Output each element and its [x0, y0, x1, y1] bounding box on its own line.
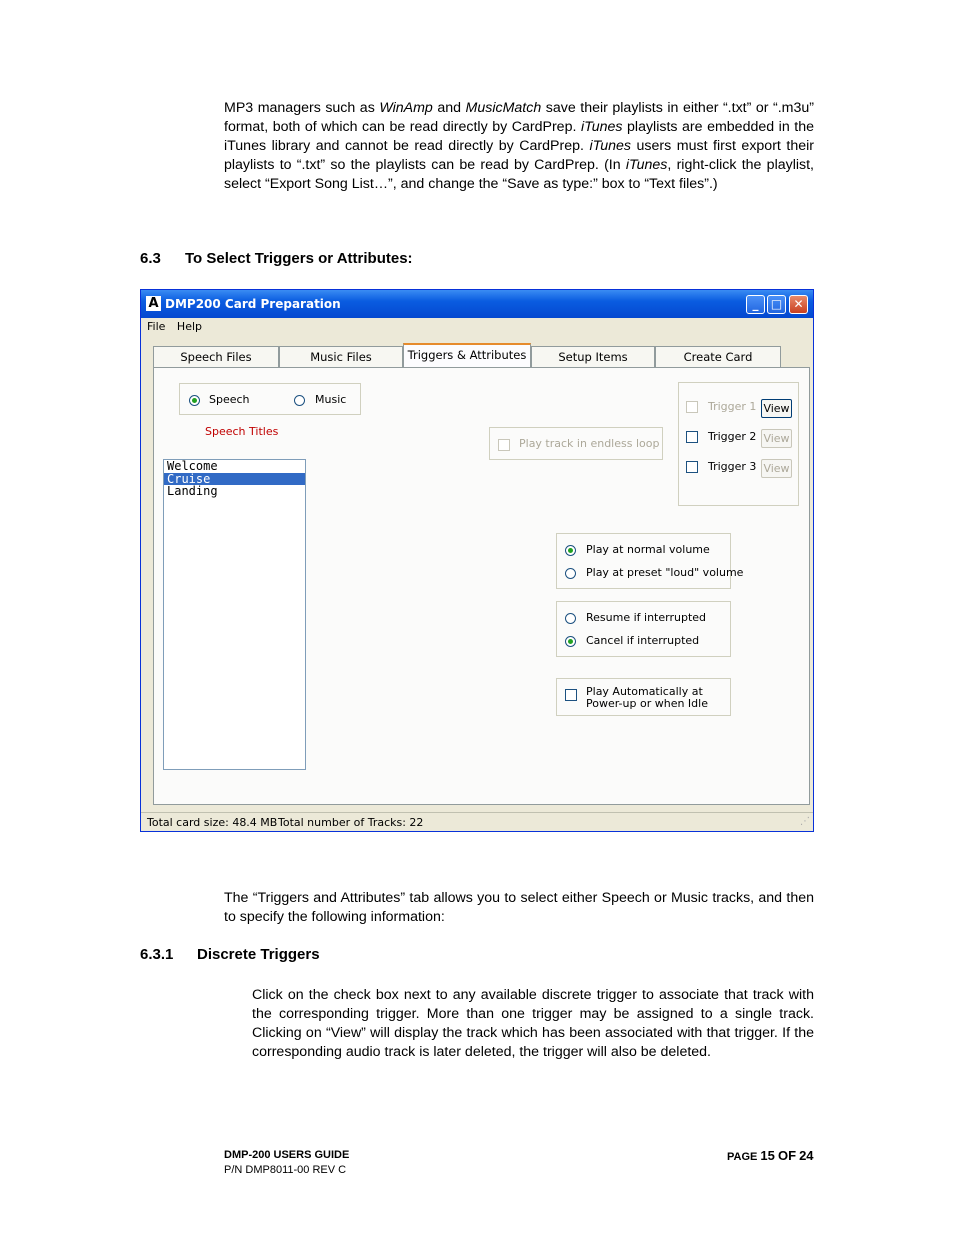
menu-bar — [147, 320, 210, 333]
trigger-1-label: Trigger 1 — [708, 400, 757, 413]
resume-radio[interactable] — [565, 613, 576, 624]
tab-setup-items[interactable]: Setup Items — [531, 346, 655, 367]
page-number: 15 — [760, 1148, 775, 1163]
track-type-group — [179, 383, 361, 415]
cancel-label: Cancel if interrupted — [586, 634, 700, 647]
tab-description: The “Triggers and Attributes” tab allows you to select either Speech or Music tracks, and then to specify the following information: — [224, 890, 814, 925]
intro-paragraph: MP3 managers such as WinAmp and MusicMatch save their playlists in either “.txt” or “.m3u” format, both of which can be read directly by CardPrep. iTunes playlists are embedded in the iTunes library and cannot be read directly by CardPrep. iTunes users must first export their playlists to “.txt” so the playlists can be read by CardPrep. (In iTunes, right-click the playlist, select “Export Song List…”, and change the “Save as type:” box to “Text files”.) — [224, 100, 814, 192]
speech-titles-list[interactable] — [163, 459, 306, 770]
footer-guide: DMP-200 USERS GUIDE — [224, 1149, 350, 1161]
footer-part-number: P/N DMP8011-00 REV C — [224, 1164, 347, 1176]
trigger-3-checkbox[interactable] — [686, 461, 698, 473]
normal-volume-radio[interactable] — [565, 545, 576, 556]
autoplay-label: Play Automatically at Power-up or when Idle — [586, 685, 708, 710]
close-icon[interactable]: ✕ — [789, 295, 808, 314]
discrete-triggers-text: Click on the check box next to any available discrete trigger to associate that track with the corresponding trigger. More than one trigger may be assigned to a single track. Clicking on “View” will display the track which has been associated with that trigger. If the corresponding audio track is later deleted, the trigger will also be deleted. — [252, 987, 814, 1060]
resize-grip-icon[interactable]: ⋰ — [800, 816, 810, 827]
page-label: PAGE — [727, 1151, 758, 1163]
autoplay-checkbox[interactable] — [565, 689, 577, 701]
minimize-icon[interactable]: _ — [746, 295, 765, 314]
volume-group — [556, 533, 744, 589]
list-item[interactable]: Cruise — [164, 473, 305, 486]
page-of: OF — [777, 1148, 797, 1163]
tab-speech-files[interactable]: Speech Files — [153, 346, 279, 367]
normal-volume-label: Play at normal volume — [586, 543, 710, 556]
subsection-heading — [140, 946, 320, 963]
card-size-status: Total card size: 48.4 MB — [147, 816, 278, 829]
track-count-status: Total number of Tracks: 22 — [278, 816, 424, 829]
loud-volume-radio[interactable] — [565, 568, 576, 579]
app-logo-icon: A — [146, 296, 161, 311]
subsection-title: Discrete Triggers — [197, 946, 320, 963]
endless-loop-checkbox[interactable] — [498, 439, 510, 451]
resume-label: Resume if interrupted — [586, 611, 707, 624]
page-total: 24 — [799, 1148, 814, 1163]
list-item[interactable]: Welcome — [167, 459, 218, 473]
triggers-group — [678, 382, 799, 506]
loud-volume-label: Play at preset "loud" volume — [586, 566, 744, 579]
music-label: Music — [315, 393, 347, 406]
trigger-1-checkbox[interactable] — [686, 401, 698, 413]
endless-loop-label: Play track in endless loop — [519, 437, 660, 450]
tab-triggers-attributes[interactable]: Triggers & Attributes — [403, 343, 531, 368]
speech-radio[interactable] — [189, 395, 200, 406]
trigger-3-label: Trigger 3 — [708, 460, 757, 473]
maximize-icon[interactable]: □ — [767, 295, 786, 314]
subsection-number: 6.3.1 — [140, 946, 174, 963]
section-number: 6.3 — [140, 250, 161, 267]
trigger-1-view-button[interactable]: View — [761, 399, 792, 418]
trigger-3-view-button[interactable]: View — [761, 459, 792, 478]
tab-music-files[interactable]: Music Files — [279, 346, 403, 367]
trigger-2-view-button[interactable]: View — [761, 429, 792, 448]
endless-loop-group — [489, 427, 663, 460]
autoplay-group — [556, 678, 731, 716]
section-title: To Select Triggers or Attributes: — [185, 250, 413, 267]
status-bar — [141, 812, 813, 832]
list-title: Speech Titles — [205, 425, 279, 438]
window-title: DMP200 Card Preparation — [165, 297, 341, 311]
title-bar[interactable] — [141, 290, 813, 318]
tab-strip — [153, 346, 813, 368]
music-radio[interactable] — [294, 395, 305, 406]
tab-create-card[interactable]: Create Card — [655, 346, 781, 367]
list-item[interactable]: Landing — [167, 484, 218, 498]
menu-help[interactable]: Help — [176, 320, 202, 333]
section-heading — [140, 250, 413, 267]
menu-file[interactable]: File — [147, 320, 166, 333]
cancel-radio[interactable] — [565, 636, 576, 647]
interrupt-group — [556, 601, 731, 657]
trigger-2-checkbox[interactable] — [686, 431, 698, 443]
footer-page — [727, 1148, 814, 1163]
trigger-2-label: Trigger 2 — [708, 430, 757, 443]
app-window — [140, 289, 814, 832]
speech-label: Speech — [209, 393, 250, 406]
